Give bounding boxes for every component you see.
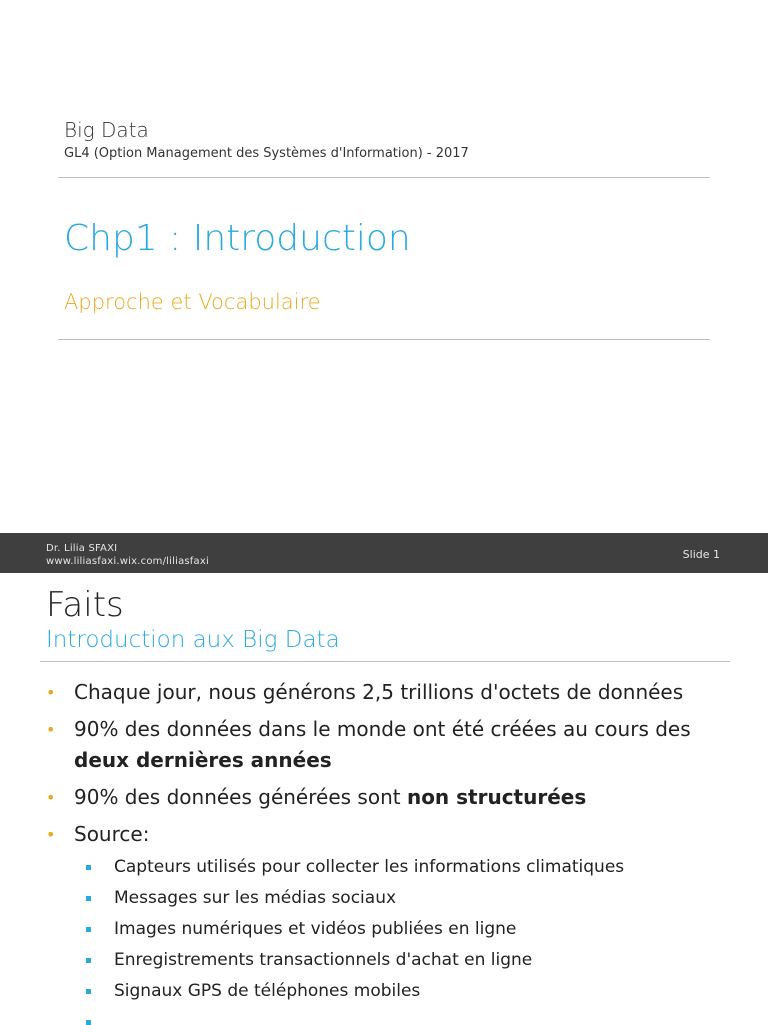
bullet-item xyxy=(46,782,726,813)
slide-number: Slide 1 xyxy=(682,548,720,561)
presentation-subtitle: GL4 (Option Management des Systèmes d'Information) - 2017 xyxy=(64,146,469,161)
bullet-item xyxy=(46,714,726,776)
footer-website: www.liliasfaxi.wix.com/liliasfaxi xyxy=(46,556,209,567)
source-item xyxy=(86,945,624,976)
bullet-item xyxy=(46,677,726,708)
source-list xyxy=(86,852,624,1007)
square-bullet-icon xyxy=(86,989,91,994)
bullet-dot-icon: • xyxy=(46,788,56,807)
divider-top xyxy=(58,177,710,178)
slide-divider xyxy=(40,661,730,662)
bullet-dot-icon: • xyxy=(46,825,56,844)
source-text: Messages sur les médias sociaux xyxy=(114,888,397,908)
bullet-emphasis: deux dernières années xyxy=(74,748,332,772)
square-bullet-icon xyxy=(86,927,91,932)
source-item xyxy=(86,883,624,914)
bullet-dot-icon: • xyxy=(46,720,56,739)
square-bullet-icon xyxy=(86,865,91,870)
slide-subtitle: Introduction aux Big Data xyxy=(46,627,340,653)
slide-title: Faits xyxy=(46,585,124,625)
bullet-text: 90% des données générées sont xyxy=(74,785,407,809)
divider-bottom xyxy=(58,339,710,340)
square-bullet-icon xyxy=(86,896,91,901)
bullet-item xyxy=(46,819,726,850)
source-item xyxy=(86,914,624,945)
source-text: Signaux GPS de téléphones mobiles xyxy=(114,981,421,1001)
bullet-emphasis: non structurées xyxy=(406,785,587,809)
slide-2 xyxy=(0,573,768,1024)
bullet-dot-icon: • xyxy=(46,683,56,702)
bullet-text: Chaque jour, nous générons 2,5 trillions d'octets de données xyxy=(74,680,684,704)
footer-credits xyxy=(46,542,209,568)
chapter-subtitle: Approche et Vocabulaire xyxy=(64,290,321,314)
source-item xyxy=(86,976,624,1007)
square-bullet-icon xyxy=(86,958,91,963)
bullet-list xyxy=(46,677,726,856)
bullet-text: 90% des données dans le monde ont été créées au cours des xyxy=(74,717,691,741)
bullet-text: Source: xyxy=(74,822,150,846)
source-text: Images numériques et vidéos publiées en ligne xyxy=(114,919,517,939)
slide-footer xyxy=(0,533,768,573)
chapter-title: Chp1 : Introduction xyxy=(64,218,411,259)
source-text: Enregistrements transactionnels d'achat en ligne xyxy=(114,950,533,970)
footer-author: Dr. Lilia SFAXI xyxy=(46,543,118,554)
presentation-title: Big Data xyxy=(64,118,149,142)
source-text: Capteurs utilisés pour collecter les informations climatiques xyxy=(114,857,625,877)
source-item xyxy=(86,852,624,883)
square-bullet-icon xyxy=(86,1020,91,1025)
